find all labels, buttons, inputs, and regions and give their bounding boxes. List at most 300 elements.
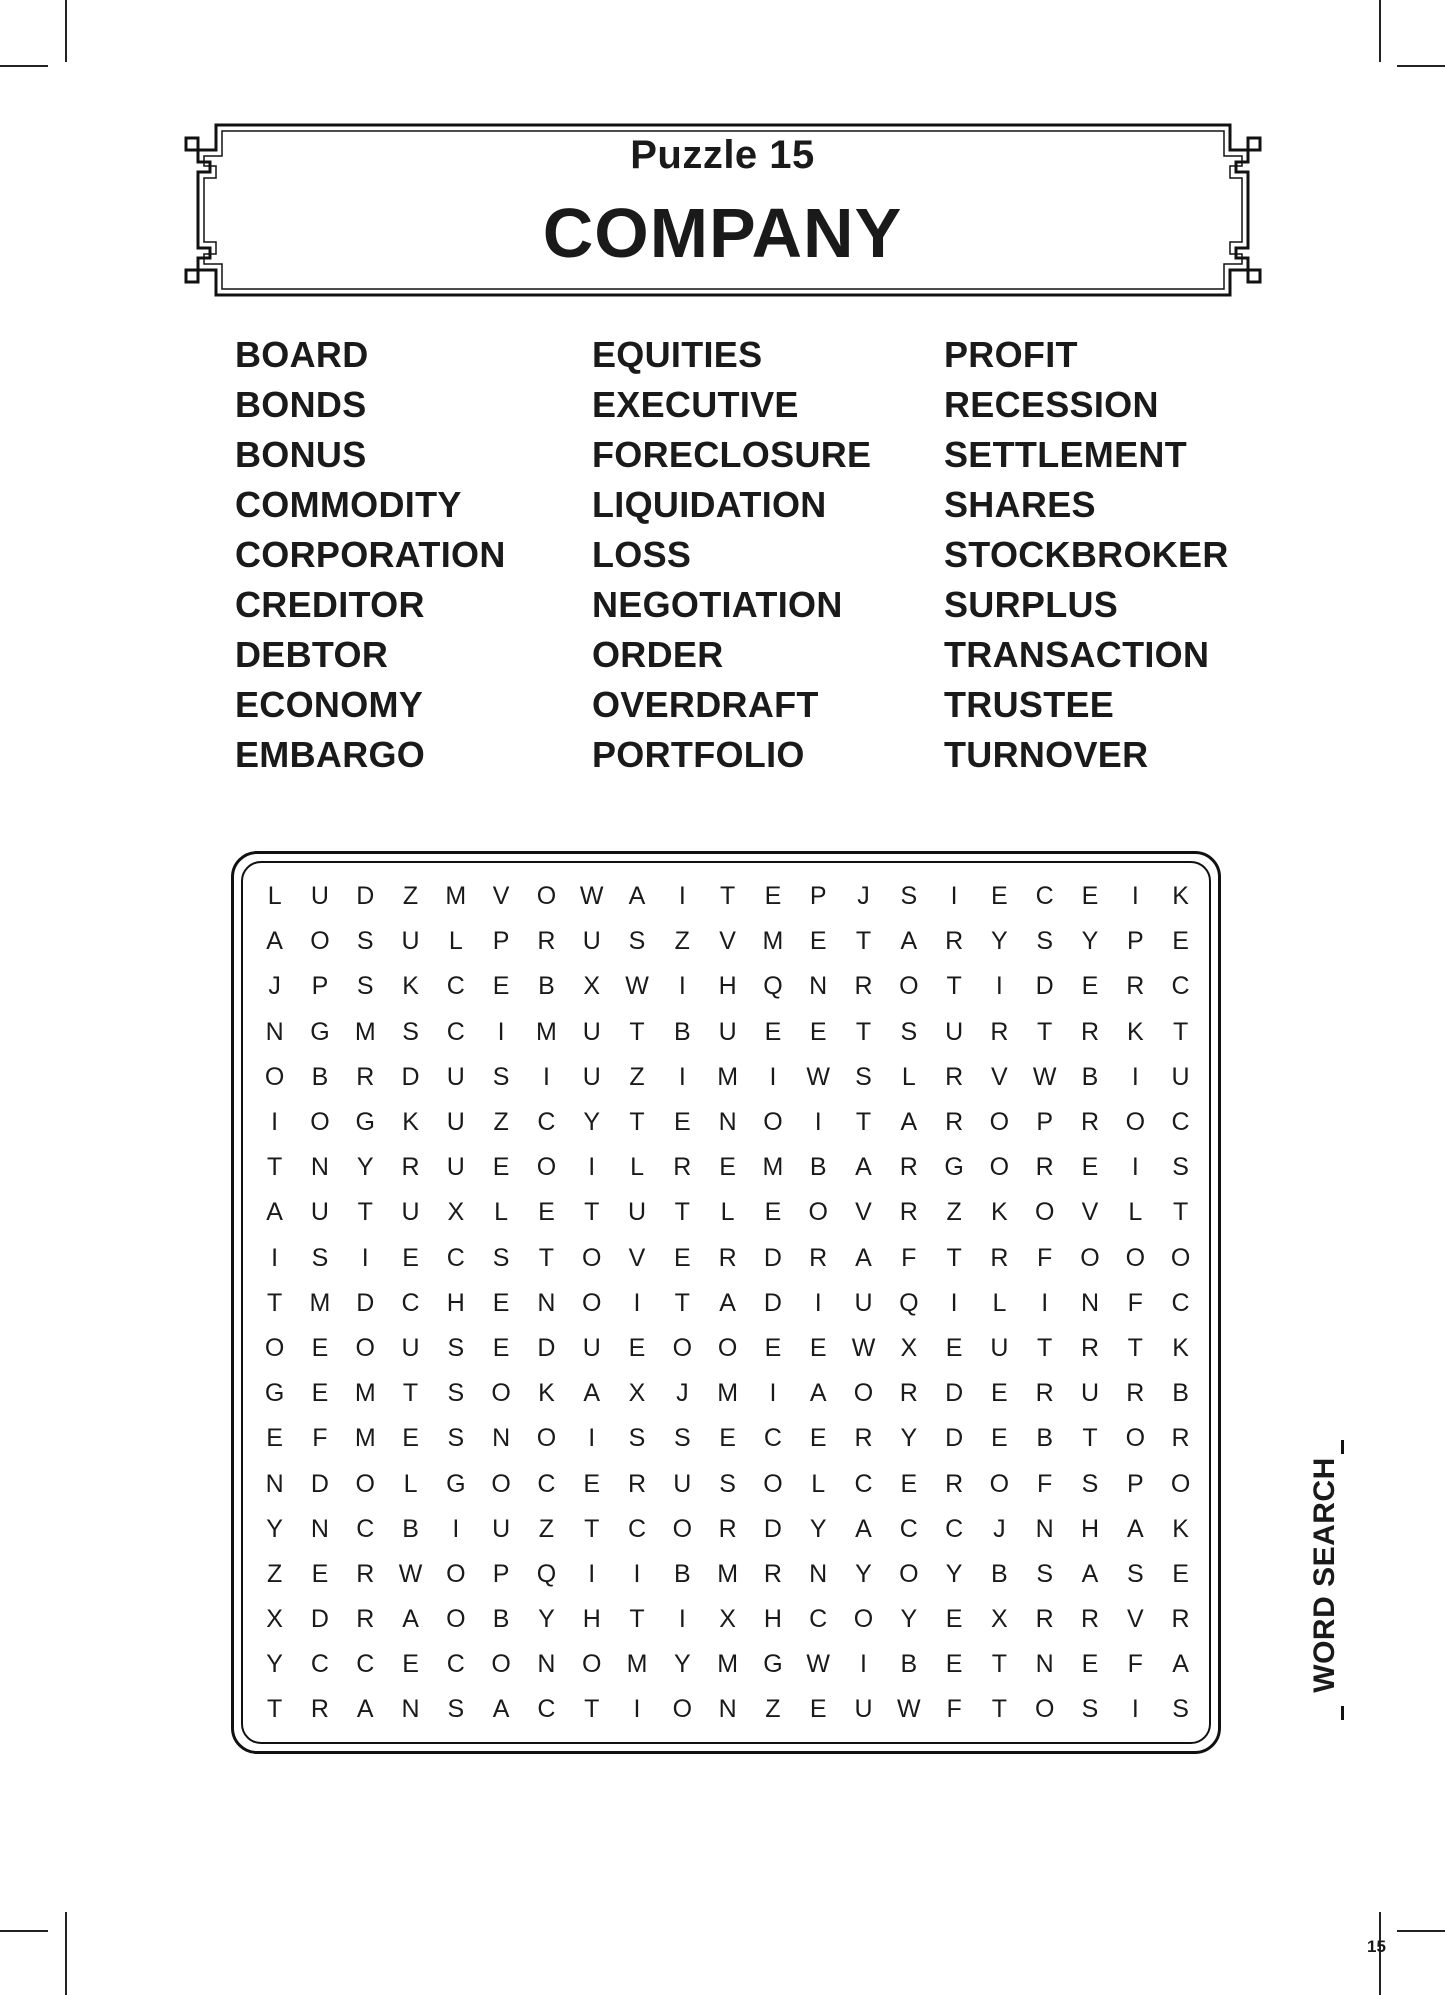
grid-letter[interactable]: F bbox=[1037, 1243, 1053, 1272]
grid-letter[interactable]: V bbox=[855, 1198, 872, 1227]
grid-letter[interactable]: A bbox=[628, 882, 646, 911]
grid-letter[interactable]: W bbox=[897, 1695, 921, 1724]
grid-letter[interactable]: I bbox=[950, 1288, 958, 1317]
grid-letter[interactable]: D bbox=[763, 1514, 782, 1543]
grid-letter[interactable]: E bbox=[492, 1153, 510, 1182]
grid-letter[interactable]: O bbox=[989, 1469, 1010, 1498]
grid-letter[interactable]: Z bbox=[267, 1559, 283, 1588]
grid-letter[interactable]: M bbox=[717, 1559, 739, 1588]
grid-letter[interactable]: X bbox=[900, 1333, 918, 1362]
grid-letter[interactable]: R bbox=[945, 1469, 964, 1498]
grid-letter[interactable]: M bbox=[445, 882, 467, 911]
grid-letter[interactable]: R bbox=[899, 1153, 918, 1182]
grid-letter[interactable]: E bbox=[1081, 882, 1099, 911]
grid-letter[interactable]: U bbox=[446, 1108, 465, 1137]
grid-letter[interactable]: Z bbox=[629, 1062, 645, 1091]
grid-letter[interactable]: D bbox=[945, 1379, 964, 1408]
grid-letter[interactable]: I bbox=[452, 1514, 460, 1543]
grid-letter[interactable]: S bbox=[1172, 1153, 1189, 1182]
grid-letter[interactable]: D bbox=[1035, 972, 1054, 1001]
grid-letter[interactable]: L bbox=[901, 1062, 916, 1091]
grid-letter[interactable]: V bbox=[1081, 1198, 1099, 1227]
grid-letter[interactable]: I bbox=[271, 1108, 279, 1137]
grid-letter[interactable]: T bbox=[674, 1198, 690, 1227]
grid-letter[interactable]: Y bbox=[900, 1424, 918, 1453]
grid-letter[interactable]: R bbox=[718, 1243, 737, 1272]
grid-letter[interactable]: E bbox=[945, 1333, 963, 1362]
grid-letter[interactable]: A bbox=[266, 1198, 283, 1227]
grid-letter[interactable]: Y bbox=[1081, 927, 1099, 956]
grid-letter[interactable]: H bbox=[1080, 1514, 1100, 1543]
grid-letter[interactable]: Y bbox=[266, 1514, 283, 1543]
grid-letter[interactable]: Y bbox=[356, 1153, 374, 1182]
grid-letter[interactable]: M bbox=[762, 927, 784, 956]
grid-letter[interactable]: O bbox=[763, 1469, 783, 1498]
grid-letter[interactable]: U bbox=[854, 1695, 873, 1724]
grid-letter[interactable]: T bbox=[584, 1514, 600, 1543]
grid-letter[interactable]: E bbox=[1172, 927, 1189, 956]
grid-letter[interactable]: U bbox=[1171, 1062, 1190, 1091]
grid-letter[interactable]: D bbox=[945, 1424, 964, 1453]
grid-letter[interactable]: O bbox=[491, 1650, 511, 1679]
grid-letter[interactable]: U bbox=[446, 1062, 465, 1091]
grid-letter[interactable]: I bbox=[950, 882, 958, 911]
grid-letter[interactable]: B bbox=[402, 1514, 419, 1543]
grid-letter[interactable]: I bbox=[1131, 1062, 1139, 1091]
grid-letter[interactable]: K bbox=[402, 972, 419, 1001]
grid-letter[interactable]: R bbox=[356, 1605, 375, 1634]
grid-letter[interactable]: K bbox=[991, 1198, 1008, 1227]
grid-letter[interactable]: N bbox=[401, 1695, 420, 1724]
grid-letter[interactable]: U bbox=[446, 1153, 465, 1182]
grid-letter[interactable]: Q bbox=[763, 972, 783, 1001]
grid-letter[interactable]: Z bbox=[674, 927, 690, 956]
grid-letter[interactable]: T bbox=[267, 1695, 283, 1724]
grid-letter[interactable]: R bbox=[1080, 1017, 1100, 1046]
grid-letter[interactable]: S bbox=[1126, 1559, 1144, 1588]
grid-letter[interactable]: C bbox=[945, 1514, 964, 1543]
grid-letter[interactable]: I bbox=[678, 1062, 686, 1091]
grid-letter[interactable]: C bbox=[537, 1469, 556, 1498]
grid-letter[interactable]: A bbox=[1172, 1650, 1189, 1679]
grid-letter[interactable]: T bbox=[402, 1379, 419, 1408]
grid-letter[interactable]: M bbox=[717, 1650, 739, 1679]
grid-letter[interactable]: R bbox=[537, 927, 556, 956]
grid-letter[interactable]: X bbox=[991, 1605, 1008, 1634]
grid-letter[interactable]: G bbox=[763, 1650, 783, 1679]
grid-letter[interactable]: O bbox=[672, 1333, 693, 1362]
grid-letter[interactable]: I bbox=[678, 1605, 686, 1634]
grid-letter[interactable]: D bbox=[356, 1288, 375, 1317]
grid-letter[interactable]: A bbox=[855, 1243, 872, 1272]
grid-letter[interactable]: W bbox=[1032, 1062, 1057, 1091]
grid-letter[interactable]: B bbox=[538, 972, 555, 1001]
grid-letter[interactable]: C bbox=[446, 1650, 465, 1679]
grid-letter[interactable]: U bbox=[854, 1288, 873, 1317]
grid-letter[interactable]: C bbox=[446, 972, 465, 1001]
grid-letter[interactable]: F bbox=[1037, 1469, 1053, 1498]
grid-letter[interactable]: N bbox=[809, 972, 828, 1001]
grid-letter[interactable]: M bbox=[354, 1017, 376, 1046]
grid-letter[interactable]: C bbox=[1171, 1108, 1190, 1137]
grid-letter[interactable]: I bbox=[1131, 882, 1139, 911]
grid-letter[interactable]: E bbox=[1081, 1650, 1099, 1679]
grid-letter[interactable]: E bbox=[991, 1424, 1008, 1453]
grid-letter[interactable]: X bbox=[583, 972, 601, 1001]
grid-letter[interactable]: W bbox=[579, 882, 604, 911]
grid-letter[interactable]: V bbox=[1126, 1605, 1144, 1634]
grid-letter[interactable]: C bbox=[627, 1514, 647, 1543]
grid-letter[interactable]: O bbox=[1080, 1243, 1100, 1272]
grid-letter[interactable]: D bbox=[763, 1243, 782, 1272]
grid-letter[interactable]: R bbox=[1126, 972, 1145, 1001]
grid-letter[interactable]: A bbox=[855, 1153, 872, 1182]
grid-letter[interactable]: B bbox=[1172, 1379, 1189, 1408]
grid-letter[interactable]: P bbox=[492, 1559, 510, 1588]
grid-letter[interactable]: U bbox=[401, 1198, 420, 1227]
grid-letter[interactable]: L bbox=[992, 1288, 1007, 1317]
grid-letter[interactable]: C bbox=[537, 1108, 556, 1137]
grid-letter[interactable]: R bbox=[763, 1559, 782, 1588]
grid-letter[interactable]: R bbox=[627, 1469, 647, 1498]
grid-letter[interactable]: O bbox=[491, 1379, 511, 1408]
grid-letter[interactable]: R bbox=[1171, 1605, 1190, 1634]
grid-letter[interactable]: R bbox=[401, 1153, 420, 1182]
grid-letter[interactable]: N bbox=[310, 1514, 329, 1543]
grid-letter[interactable]: P bbox=[1126, 927, 1144, 956]
grid-letter[interactable]: R bbox=[945, 1108, 964, 1137]
grid-letter[interactable]: R bbox=[1171, 1424, 1190, 1453]
grid-letter[interactable]: S bbox=[1036, 1559, 1054, 1588]
grid-letter[interactable]: E bbox=[1081, 972, 1099, 1001]
grid-letter[interactable]: Y bbox=[945, 1559, 963, 1588]
grid-letter[interactable]: T bbox=[584, 1198, 600, 1227]
grid-letter[interactable]: R bbox=[945, 927, 964, 956]
grid-letter[interactable]: O bbox=[899, 972, 919, 1001]
grid-letter[interactable]: O bbox=[446, 1559, 466, 1588]
grid-letter[interactable]: I bbox=[995, 972, 1003, 1001]
grid-letter[interactable]: G bbox=[264, 1379, 285, 1408]
grid-letter[interactable]: O bbox=[264, 1062, 285, 1091]
grid-letter[interactable]: I bbox=[814, 1108, 822, 1137]
grid-letter[interactable]: I bbox=[678, 972, 686, 1001]
grid-letter[interactable]: S bbox=[356, 972, 374, 1001]
grid-letter[interactable]: A bbox=[1126, 1514, 1144, 1543]
grid-letter[interactable]: A bbox=[356, 1695, 374, 1724]
grid-letter[interactable]: Q bbox=[899, 1288, 919, 1317]
grid-letter[interactable]: C bbox=[1171, 972, 1190, 1001]
grid-letter[interactable]: H bbox=[763, 1605, 782, 1634]
grid-letter[interactable]: M bbox=[536, 1017, 557, 1046]
grid-letter[interactable]: T bbox=[674, 1288, 690, 1317]
grid-letter[interactable]: P bbox=[1126, 1469, 1144, 1498]
grid-letter[interactable]: N bbox=[310, 1153, 329, 1182]
grid-letter[interactable]: E bbox=[492, 972, 510, 1001]
grid-letter[interactable]: L bbox=[403, 1469, 418, 1498]
grid-letter[interactable]: T bbox=[1172, 1017, 1189, 1046]
grid-letter[interactable]: E bbox=[764, 1017, 782, 1046]
grid-letter[interactable]: Y bbox=[991, 927, 1008, 956]
grid-letter[interactable]: M bbox=[309, 1288, 331, 1317]
grid-letter[interactable]: R bbox=[899, 1379, 918, 1408]
grid-letter[interactable]: C bbox=[356, 1650, 375, 1679]
grid-letter[interactable]: U bbox=[1080, 1379, 1100, 1408]
grid-letter[interactable]: Q bbox=[536, 1559, 557, 1588]
grid-letter[interactable]: O bbox=[672, 1695, 693, 1724]
grid-letter[interactable]: I bbox=[271, 1243, 279, 1272]
grid-letter[interactable]: Y bbox=[900, 1605, 918, 1634]
grid-letter[interactable]: S bbox=[628, 1424, 646, 1453]
grid-letter[interactable]: Y bbox=[538, 1605, 555, 1634]
grid-letter[interactable]: T bbox=[855, 927, 872, 956]
grid-letter[interactable]: U bbox=[582, 927, 601, 956]
grid-letter[interactable]: A bbox=[1081, 1559, 1099, 1588]
grid-letter[interactable]: T bbox=[267, 1153, 283, 1182]
grid-letter[interactable]: I bbox=[1041, 1288, 1049, 1317]
grid-letter[interactable]: X bbox=[266, 1605, 283, 1634]
grid-letter[interactable]: Y bbox=[266, 1650, 283, 1679]
grid-letter[interactable]: E bbox=[1081, 1153, 1099, 1182]
grid-letter[interactable]: O bbox=[853, 1379, 874, 1408]
grid-letter[interactable]: B bbox=[991, 1559, 1008, 1588]
grid-letter[interactable]: T bbox=[991, 1650, 1008, 1679]
grid-letter[interactable]: S bbox=[1081, 1695, 1099, 1724]
grid-letter[interactable]: N bbox=[718, 1695, 737, 1724]
grid-letter[interactable]: I bbox=[497, 1017, 505, 1046]
grid-letter[interactable]: R bbox=[356, 1559, 375, 1588]
grid-letter[interactable]: E bbox=[492, 1333, 510, 1362]
grid-letter[interactable]: I bbox=[769, 1062, 777, 1091]
grid-letter[interactable]: I bbox=[361, 1243, 369, 1272]
grid-letter[interactable]: X bbox=[628, 1379, 646, 1408]
grid-letter[interactable]: P bbox=[1036, 1108, 1054, 1137]
grid-letter[interactable]: E bbox=[809, 1017, 827, 1046]
grid-letter[interactable]: R bbox=[718, 1514, 737, 1543]
grid-letter[interactable]: G bbox=[310, 1017, 330, 1046]
grid-letter[interactable]: C bbox=[537, 1695, 556, 1724]
grid-letter[interactable]: E bbox=[266, 1424, 283, 1453]
grid-letter[interactable]: I bbox=[769, 1379, 777, 1408]
grid-letter[interactable]: S bbox=[447, 1379, 465, 1408]
grid-letter[interactable]: C bbox=[356, 1514, 375, 1543]
grid-letter[interactable]: D bbox=[310, 1605, 329, 1634]
grid-letter[interactable]: T bbox=[629, 1108, 645, 1137]
grid-letter[interactable]: I bbox=[1131, 1153, 1139, 1182]
grid-letter[interactable]: N bbox=[492, 1424, 511, 1453]
grid-letter[interactable]: K bbox=[1172, 1333, 1189, 1362]
grid-letter[interactable]: C bbox=[310, 1650, 329, 1679]
grid-letter[interactable]: D bbox=[310, 1469, 329, 1498]
grid-letter[interactable]: N bbox=[1080, 1288, 1100, 1317]
grid-letter[interactable]: O bbox=[310, 1108, 330, 1137]
grid-letter[interactable]: Z bbox=[946, 1198, 962, 1227]
grid-letter[interactable]: T bbox=[538, 1243, 555, 1272]
grid-letter[interactable]: E bbox=[628, 1333, 646, 1362]
grid-letter[interactable]: T bbox=[1127, 1333, 1143, 1362]
grid-letter[interactable]: T bbox=[1082, 1424, 1098, 1453]
grid-letter[interactable]: A bbox=[855, 1514, 872, 1543]
grid-letter[interactable]: S bbox=[900, 1017, 918, 1046]
grid-letter[interactable]: K bbox=[538, 1379, 555, 1408]
grid-letter[interactable]: S bbox=[719, 1469, 736, 1498]
grid-letter[interactable]: S bbox=[673, 1424, 691, 1453]
grid-letter[interactable]: J bbox=[857, 882, 870, 911]
grid-letter[interactable]: P bbox=[311, 972, 329, 1001]
grid-letter[interactable]: S bbox=[447, 1424, 465, 1453]
grid-letter[interactable]: I bbox=[1131, 1695, 1139, 1724]
grid-letter[interactable]: T bbox=[629, 1605, 645, 1634]
grid-letter[interactable]: W bbox=[851, 1333, 876, 1362]
grid-letter[interactable]: Y bbox=[673, 1650, 691, 1679]
grid-letter[interactable]: B bbox=[809, 1153, 827, 1182]
grid-letter[interactable]: E bbox=[764, 882, 782, 911]
grid-letter[interactable]: Z bbox=[538, 1514, 555, 1543]
grid-letter[interactable]: B bbox=[1081, 1062, 1099, 1091]
grid-letter[interactable]: O bbox=[1170, 1469, 1191, 1498]
grid-letter[interactable]: Z bbox=[402, 882, 419, 911]
grid-letter[interactable]: W bbox=[625, 972, 649, 1001]
grid-letter[interactable]: P bbox=[492, 927, 510, 956]
grid-letter[interactable]: E bbox=[311, 1559, 329, 1588]
grid-letter[interactable]: T bbox=[1172, 1198, 1189, 1227]
grid-letter[interactable]: N bbox=[1035, 1650, 1054, 1679]
grid-letter[interactable]: C bbox=[446, 1017, 465, 1046]
grid-letter[interactable]: B bbox=[492, 1605, 510, 1634]
grid-letter[interactable]: E bbox=[764, 1198, 782, 1227]
grid-letter[interactable]: I bbox=[814, 1288, 822, 1317]
grid-letter[interactable]: B bbox=[311, 1062, 329, 1091]
grid-letter[interactable]: O bbox=[1170, 1243, 1191, 1272]
grid-letter[interactable]: R bbox=[990, 1017, 1009, 1046]
grid-letter[interactable]: F bbox=[1127, 1650, 1143, 1679]
grid-letter[interactable]: R bbox=[945, 1062, 964, 1091]
grid-letter[interactable]: O bbox=[1125, 1424, 1146, 1453]
grid-letter[interactable]: H bbox=[718, 972, 737, 1001]
grid-letter[interactable]: F bbox=[1127, 1288, 1143, 1317]
grid-letter[interactable]: C bbox=[401, 1288, 420, 1317]
grid-letter[interactable]: L bbox=[1128, 1198, 1143, 1227]
grid-letter[interactable]: E bbox=[809, 1695, 827, 1724]
grid-letter[interactable]: N bbox=[537, 1288, 556, 1317]
grid-letter[interactable]: E bbox=[311, 1379, 329, 1408]
grid-letter[interactable]: O bbox=[899, 1559, 919, 1588]
grid-letter[interactable]: U bbox=[945, 1017, 964, 1046]
grid-letter[interactable]: U bbox=[582, 1062, 601, 1091]
grid-letter[interactable]: R bbox=[1035, 1153, 1054, 1182]
grid-letter[interactable]: I bbox=[542, 1062, 550, 1091]
grid-letter[interactable]: I bbox=[860, 1650, 867, 1679]
grid-letter[interactable]: E bbox=[538, 1198, 555, 1227]
grid-letter[interactable]: E bbox=[719, 1424, 736, 1453]
grid-letter[interactable]: T bbox=[991, 1695, 1008, 1724]
grid-letter[interactable]: J bbox=[268, 972, 281, 1001]
grid-letter[interactable]: B bbox=[1036, 1424, 1054, 1453]
grid-letter[interactable]: R bbox=[1035, 1605, 1054, 1634]
grid-letter[interactable]: L bbox=[267, 882, 282, 911]
grid-letter[interactable]: S bbox=[311, 1243, 329, 1272]
grid-letter[interactable]: T bbox=[357, 1198, 373, 1227]
grid-letter[interactable]: E bbox=[583, 1469, 601, 1498]
grid-letter[interactable]: O bbox=[582, 1288, 602, 1317]
grid-letter[interactable]: A bbox=[719, 1288, 736, 1317]
grid-letter[interactable]: R bbox=[899, 1198, 918, 1227]
grid-letter[interactable]: S bbox=[356, 927, 374, 956]
grid-letter[interactable]: A bbox=[266, 927, 283, 956]
grid-letter[interactable]: E bbox=[673, 1243, 691, 1272]
grid-letter[interactable]: O bbox=[536, 1153, 557, 1182]
grid-letter[interactable]: E bbox=[492, 1288, 510, 1317]
grid-letter[interactable]: T bbox=[584, 1695, 600, 1724]
grid-letter[interactable]: A bbox=[809, 1379, 827, 1408]
grid-letter[interactable]: T bbox=[1037, 1017, 1053, 1046]
grid-letter[interactable]: R bbox=[1126, 1379, 1145, 1408]
grid-letter[interactable]: O bbox=[989, 1108, 1010, 1137]
grid-letter[interactable]: U bbox=[718, 1017, 737, 1046]
grid-letter[interactable]: S bbox=[402, 1017, 419, 1046]
grid-letter[interactable]: S bbox=[855, 1062, 872, 1091]
grid-letter[interactable]: W bbox=[806, 1062, 831, 1091]
grid-letter[interactable]: O bbox=[491, 1469, 511, 1498]
grid-letter[interactable]: T bbox=[267, 1288, 283, 1317]
grid-letter[interactable]: N bbox=[809, 1559, 828, 1588]
grid-letter[interactable]: K bbox=[1126, 1017, 1144, 1046]
grid-letter[interactable]: S bbox=[900, 882, 918, 911]
grid-letter[interactable]: S bbox=[1036, 927, 1054, 956]
grid-letter[interactable]: U bbox=[582, 1017, 601, 1046]
grid-letter[interactable]: C bbox=[1035, 882, 1054, 911]
grid-letter[interactable]: E bbox=[900, 1469, 918, 1498]
grid-letter[interactable]: F bbox=[946, 1695, 962, 1724]
grid-letter[interactable]: R bbox=[1080, 1108, 1100, 1137]
grid-letter[interactable]: C bbox=[1171, 1288, 1190, 1317]
grid-letter[interactable]: R bbox=[310, 1695, 329, 1724]
grid-letter[interactable]: D bbox=[763, 1288, 782, 1317]
grid-letter[interactable]: R bbox=[1035, 1379, 1054, 1408]
grid-letter[interactable]: T bbox=[855, 1108, 872, 1137]
grid-letter[interactable]: B bbox=[673, 1559, 691, 1588]
grid-letter[interactable]: Y bbox=[855, 1559, 872, 1588]
grid-letter[interactable]: A bbox=[900, 927, 918, 956]
grid-letter[interactable]: A bbox=[492, 1695, 510, 1724]
grid-letter[interactable]: S bbox=[1081, 1469, 1099, 1498]
grid-letter[interactable]: U bbox=[990, 1333, 1009, 1362]
grid-letter[interactable]: D bbox=[537, 1333, 556, 1362]
grid-letter[interactable]: Y bbox=[583, 1108, 601, 1137]
grid-letter[interactable]: S bbox=[1172, 1695, 1189, 1724]
grid-letter[interactable]: L bbox=[811, 1469, 826, 1498]
grid-letter[interactable]: I bbox=[633, 1695, 641, 1724]
grid-letter[interactable]: V bbox=[492, 882, 510, 911]
grid-letter[interactable]: W bbox=[806, 1650, 831, 1679]
grid-letter[interactable]: O bbox=[582, 1243, 602, 1272]
grid-letter[interactable]: L bbox=[630, 1153, 644, 1182]
grid-letter[interactable]: H bbox=[446, 1288, 465, 1317]
grid-letter[interactable]: H bbox=[582, 1605, 601, 1634]
grid-letter[interactable]: O bbox=[853, 1605, 874, 1634]
grid-letter[interactable]: N bbox=[265, 1017, 284, 1046]
grid-letter[interactable]: I bbox=[588, 1153, 596, 1182]
grid-letter[interactable]: R bbox=[356, 1062, 375, 1091]
grid-letter[interactable]: V bbox=[628, 1243, 646, 1272]
grid-letter[interactable]: U bbox=[673, 1469, 692, 1498]
grid-letter[interactable]: T bbox=[946, 1243, 962, 1272]
grid-letter[interactable]: E bbox=[673, 1108, 691, 1137]
grid-letter[interactable]: E bbox=[809, 1424, 827, 1453]
grid-letter[interactable]: R bbox=[1080, 1605, 1100, 1634]
grid-letter[interactable]: E bbox=[764, 1333, 782, 1362]
grid-letter[interactable]: E bbox=[1172, 1559, 1189, 1588]
grid-letter[interactable]: E bbox=[809, 927, 827, 956]
